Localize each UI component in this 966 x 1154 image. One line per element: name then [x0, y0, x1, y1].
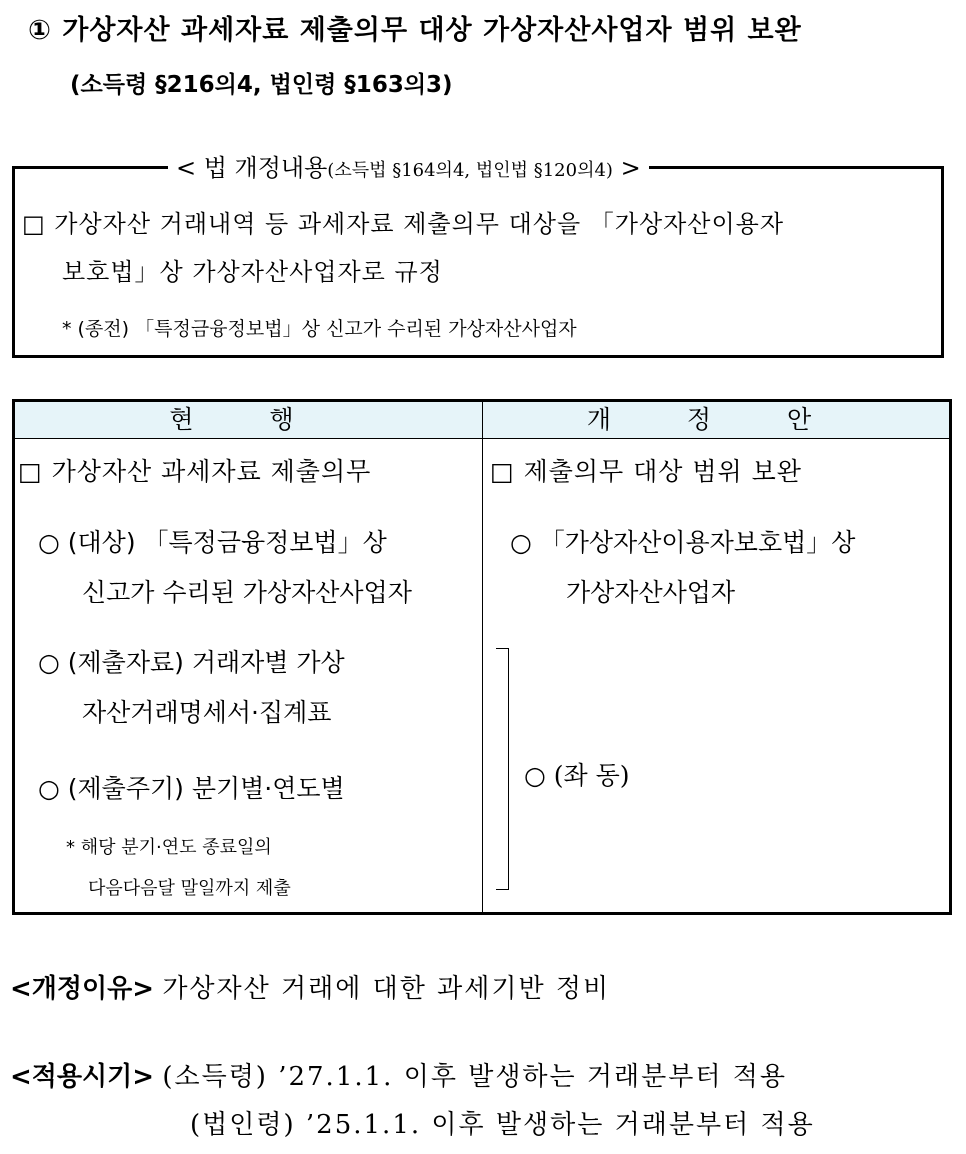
section-title: ① 가상자산 과세자료 제출의무 대상 가상자산사업자 범위 보완 [28, 15, 802, 46]
law-box-line-2: 보호법」상 가상자산사업자로 규정 [62, 258, 443, 286]
law-box-caption [168, 148, 649, 183]
effective-line-2: (법인령) ’25.1.1. 이후 발생하는 거래분부터 적용 [190, 1110, 815, 1140]
current-note-b: 다음다음달 말일까지 제출 [88, 878, 291, 899]
law-box-line-1: □ 가상자산 거래내역 등 과세자료 제출의무 대상을 「가상자산이용자 [22, 210, 785, 238]
current-item-1-b: 신고가 수리된 가상자산사업자 [82, 578, 412, 607]
header-current: 현 행 [169, 405, 328, 434]
effective-date [10, 1056, 787, 1093]
current-item-3: ○ (제출주기) 분기별·연도별 [38, 774, 345, 803]
law-box-caption-ref: (소득법 §164의4, 법인법 §120의4) [327, 160, 613, 181]
revised-item-1-b: 가상자산사업자 [566, 578, 736, 607]
header-revised: 개 정 안 [586, 405, 846, 434]
current-heading: □ 가상자산 과세자료 제출의무 [18, 457, 372, 486]
column-divider [482, 402, 483, 912]
revised-same-as-left: ○ (좌 동) [524, 761, 630, 790]
bracket-line [496, 648, 509, 890]
reason-text: 가상자산 거래에 대한 과세기반 정비 [162, 974, 611, 1004]
revised-item-1-a: ○ 「가상자산이용자보호법」상 [510, 528, 856, 557]
current-note-a: * 해당 분기·연도 종료일의 [66, 837, 272, 858]
effective-line-1: (소득령) ’27.1.1. 이후 발생하는 거래분부터 적용 [162, 1062, 788, 1092]
current-item-2-b: 자산거래명세서·집계표 [82, 698, 332, 727]
law-box-note: * (종전) 「특정금융정보법」상 신고가 수리된 가상자산사업자 [62, 318, 577, 340]
reason-label: <개정이유> [10, 974, 155, 1004]
revised-heading: □ 제출의무 대상 범위 보완 [490, 457, 802, 486]
current-item-2-a: ○ (제출자료) 거래자별 가상 [38, 648, 345, 677]
law-box-caption-end: > [612, 154, 641, 182]
current-item-1-a: ○ (대상) 「특정금융정보법」상 [38, 528, 387, 557]
effective-label: <적용시기> [10, 1062, 155, 1092]
amendment-reason [10, 968, 610, 1005]
law-box-caption-main: < 법 개정내용 [176, 154, 328, 182]
section-subtitle: (소득령 §216의4, 법인령 §163의3) [70, 72, 453, 98]
